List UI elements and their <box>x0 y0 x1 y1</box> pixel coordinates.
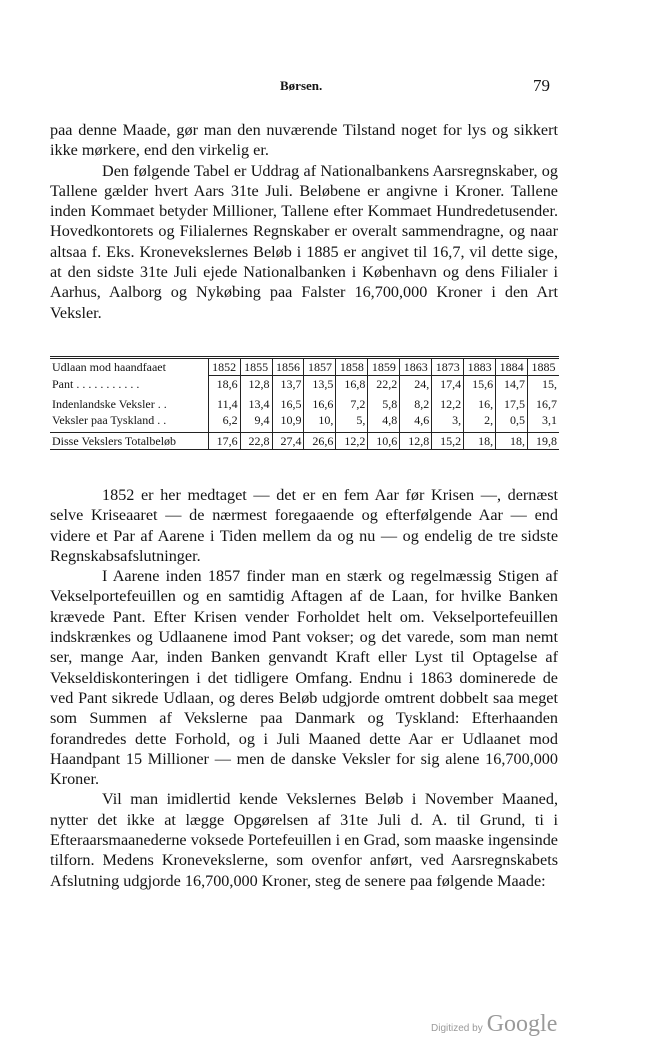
year-cell: 1857 <box>304 358 336 376</box>
table-cell: 10,6 <box>368 433 400 450</box>
table-header-row <box>50 358 559 376</box>
paragraph: 1852 er her medtaget — det er en fem Aar før Krisen —, dernæst selve Kriseaaret — de nærmest foregaaende og efterfølgende Aar — end videre et Par af Aarene i Tiden mellem da og nu — og endelig de tre sidste Regnskabsafslutninger. <box>50 486 558 565</box>
table-row <box>50 376 559 393</box>
row-label: Pant . . . . . . . . . . . <box>50 376 208 393</box>
table-cell: 8,2 <box>400 396 432 412</box>
year-cell: 1884 <box>496 358 528 376</box>
table-cell: 12,2 <box>432 396 464 412</box>
table-cell: 10, <box>304 412 336 428</box>
table-cell: 13,4 <box>240 396 272 412</box>
paragraph: paa denne Maade, gør man den nuværende Tilstand noget for lys og sikkert ikke mørkere, end den virkelig er. <box>50 121 558 160</box>
table-cell: 18, <box>464 433 496 450</box>
table-cell: 3, <box>432 412 464 428</box>
table-cell: 19,8 <box>528 433 559 450</box>
table-cell: 18,6 <box>208 376 240 393</box>
page-number: 79 <box>533 76 550 95</box>
paragraph: Vil man imidlertid kende Vekslernes Beløb i November Maaned, nytter det ikke at lægge Opgørelsen af 31te Juli d. A. til Grund, ti i Efteraarsmaanederne voksede Portefeuillen i en Grad, som maaske ingensinde tilforn. Medens Kronevekslerne, som ovenfor anført, ved Aarsregnskabets Afslutning udgjorde 16,700,000 Kroner, steg de senere paa følgende Maade: <box>50 790 558 890</box>
table-cell: 10,9 <box>272 412 304 428</box>
table-row <box>50 396 559 412</box>
row-label: Veksler paa Tyskland . . <box>50 412 208 428</box>
table-cell: 4,6 <box>400 412 432 428</box>
table-cell: 14,7 <box>496 376 528 393</box>
year-cell: 1873 <box>432 358 464 376</box>
table-cell: 15,2 <box>432 433 464 450</box>
table-cell: 16,6 <box>304 396 336 412</box>
year-cell: 1885 <box>528 358 559 376</box>
year-cell: 1855 <box>240 358 272 376</box>
year-cell: 1858 <box>336 358 368 376</box>
table-cell: 2, <box>464 412 496 428</box>
table-cell: 13,7 <box>272 376 304 393</box>
table-cell: 12,2 <box>336 433 368 450</box>
table-row <box>50 412 559 428</box>
year-cell: 1856 <box>272 358 304 376</box>
table-cell: 5, <box>336 412 368 428</box>
table-cell: 12,8 <box>240 376 272 393</box>
table-cell: 16,7 <box>536 397 557 411</box>
table-cell: 6,2 <box>208 412 240 428</box>
table-cell: 27,4 <box>272 433 304 450</box>
table-cell: 26,6 <box>304 433 336 450</box>
year-cell: 1883 <box>464 358 496 376</box>
row-label: Indenlandske Veksler . . <box>50 396 208 412</box>
running-head <box>0 76 654 100</box>
row-label: Disse Vekslers Totalbeløb <box>50 433 208 450</box>
table-cell: 17,6 <box>208 433 240 450</box>
text-block-bottom <box>50 485 558 891</box>
bank-statistics-table <box>50 356 559 450</box>
year-cell: 1852 <box>208 358 240 376</box>
table-cell: 4,8 <box>368 412 400 428</box>
table-cell: 11,4 <box>208 396 240 412</box>
table-cell: 0,5 <box>496 412 528 428</box>
table-cell: 3,1 <box>542 413 557 427</box>
table-cell: 7,2 <box>336 396 368 412</box>
table-cell: 13,5 <box>304 376 336 393</box>
year-cell: 1859 <box>368 358 400 376</box>
year-cell: 1863 <box>400 358 432 376</box>
row-label: Udlaan mod haandfaaet <box>50 358 208 376</box>
table-cell: 15,6 <box>464 376 496 393</box>
paragraph: Den følgende Tabel er Uddrag af Nationalbankens Aarsregnskaber, og Tallene gælder hvert Aars 31te Juli. Beløbene er angivne i Kroner. Tallene inden Kommaet betyder Millioner, Tallene efter Kommaet Hundredetusender. Hovedkontorets og Filialernes Regnskaber er overalt sammendragne, og naar altsaa f. Eks. Kronevekslernes Beløb i 1885 er angivet til 16,7, vil dette sige, at den sidste 31te Juli ejede Nationalbanken i København og dens Filialer i Aarhus, Aalborg og Nykøbing paa Falster 16,700,000 Kroner i den Art Veksler. <box>50 161 558 322</box>
table-cell: 17,5 <box>496 396 528 412</box>
table-cell: 18, <box>496 433 528 450</box>
table-cell: 22,8 <box>240 433 272 450</box>
running-title: Børsen. <box>280 78 323 93</box>
table-cell: 12,8 <box>400 433 432 450</box>
table-cell: 17,4 <box>432 376 464 393</box>
table-cell: 16,8 <box>336 376 368 393</box>
text-block-top <box>50 120 558 323</box>
google-logo: Google <box>486 1011 558 1037</box>
table-cell: 22,2 <box>368 376 400 393</box>
table-cell: 9,4 <box>240 412 272 428</box>
table-cell: 5,8 <box>368 396 400 412</box>
table-cell: 15, <box>542 377 557 391</box>
table-cell: 24, <box>400 376 432 393</box>
watermark-prefix: Digitized by <box>431 1023 483 1034</box>
table-cell: 16, <box>464 396 496 412</box>
table-total-row <box>50 433 559 450</box>
table-cell: 16,5 <box>272 396 304 412</box>
digitization-watermark <box>431 1011 557 1038</box>
paragraph: I Aarene inden 1857 finder man en stærk og regelmæssig Stigen af Vekselportefeuillen og en samtidig Aftagen af de Laan, for hvilke Banken krævede Pant. Efter Krisen vender Forholdet helt om. Vekselportefeuillen indskrænkes og Udlaanene imod Pant vokser; og det varede, som man nemt ser, mange Aar, inden Banken genvandt Kraft eller Lyst til Optagelse af Vekseldiskonteringen i det tidligere Omfang. Endnu i 1863 dominerede de ved Pant sikrede Udlaan, og deres Beløb udgjorde omtrent dobbelt saa meget som Summen af Vekslerne paa Danmark og Tyskland: Efterhaanden forandredes dette Forhold, og i Juli Maaned dette Aar er Udlaanet mod Haandpant 15 Millioner — men de danske Veksler for sig alene 16,700,000 Kroner. <box>50 567 558 789</box>
